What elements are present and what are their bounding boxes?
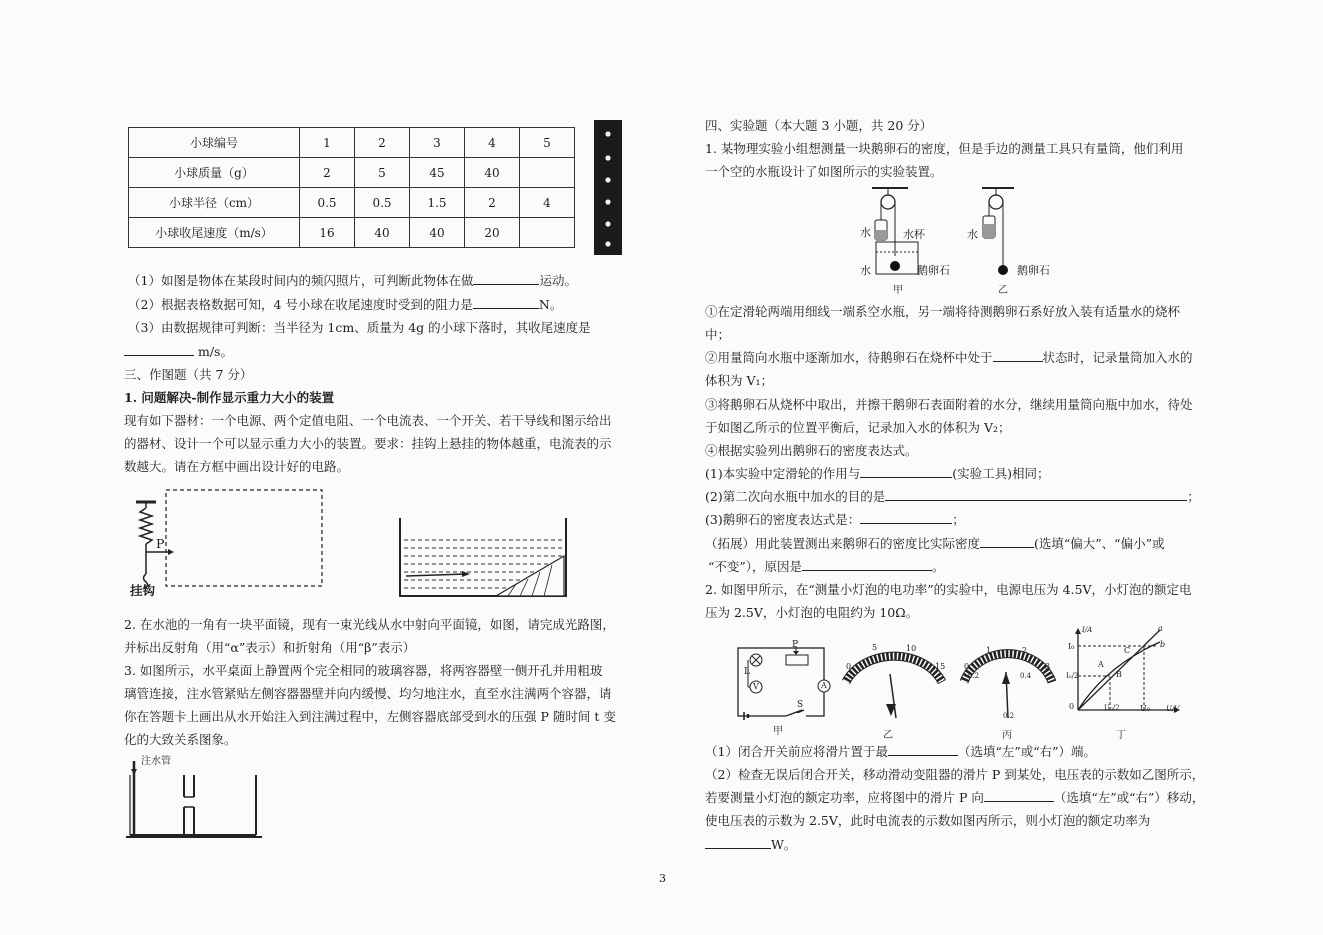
ammeter-label: A xyxy=(821,681,827,690)
dial-sub-tick: 0.2 xyxy=(968,672,980,680)
table-cell: 45 xyxy=(410,158,465,188)
u0-label: U₀ xyxy=(1140,704,1150,713)
question-q3-cont: m/s。 xyxy=(124,343,233,360)
answer-blank[interactable] xyxy=(802,558,932,571)
problem-3-line: 璃管连接，注水管紧贴左侧容器器壁并向内缓慢、均匀地注水，直至水注满两个容器，请 xyxy=(124,686,612,701)
origin-label: 0 xyxy=(1069,702,1075,711)
slider-p-label: P xyxy=(156,536,165,551)
voltmeter-label: V xyxy=(753,682,759,691)
dial-sub-tick: 0.2 xyxy=(1003,712,1015,720)
line-b-label: b xyxy=(1160,640,1166,649)
experiment-2-q1: （1）闭合开关前应将滑片置于最 （选填“左”或“右”）端。 xyxy=(705,744,1097,759)
figure-jia-label: 甲 xyxy=(893,285,903,296)
experiment-2-q2-cont: 使电压表的示数为 2.5V，此时电流表的示数如图丙所示，则小灯泡的额定功率为 xyxy=(705,813,1151,828)
dial-tick: 15 xyxy=(935,662,946,671)
answer-blank[interactable] xyxy=(980,535,1034,548)
figure-ding-label: 丁 xyxy=(1116,730,1126,741)
answer-blank[interactable] xyxy=(885,488,1187,501)
table-cell: 20 xyxy=(465,218,520,248)
table-cell: 2 xyxy=(300,158,355,188)
problem-3-line: 你在答题卡上画出从水开始注入到注满过程中，左侧容器底部受到水的压强 P 随时间 t 变 xyxy=(124,709,616,724)
experiment-2-q2-cont: W。 xyxy=(705,836,796,853)
two-containers-figure xyxy=(124,755,266,841)
voltmeter-dial-yi xyxy=(838,644,950,724)
dial-sub-tick: 0.4 xyxy=(1020,672,1032,680)
table-header-cell: 1 xyxy=(300,128,355,158)
point-a-label: A xyxy=(1098,660,1104,669)
problem-3-line: 3. 如图所示，水平桌面上静置两个完全相同的玻璃容器，将两容器壁一侧开孔并用粗玻 xyxy=(124,663,603,678)
table-row xyxy=(129,188,575,218)
water-label: 水 xyxy=(860,226,871,239)
step-3: ③将鹅卵石从烧杯中取出，并擦干鹅卵石表面附着的水分，继续用量筒向瓶中加水，待处 xyxy=(705,397,1193,412)
question-q3: （3）由数据规律可判断：当半径为 1cm、质量为 4g 的小球下落时，其收尾速度是 xyxy=(128,320,591,335)
stone-label: 鹅卵石 xyxy=(917,264,950,277)
i0-half-label: I₀/2 xyxy=(1066,672,1079,680)
answer-blank[interactable] xyxy=(705,836,771,849)
table-cell: 16 xyxy=(300,218,355,248)
experiment-1-line: 1. 某物理实验小组想测量一块鹅卵石的密度，但是手边的测量工具只有量筒，他们利用 xyxy=(705,141,1184,156)
experiment-1-line: 一个空的水瓶设计了如图所示的实验装置。 xyxy=(705,164,943,179)
u0-half-label: U₀/2 xyxy=(1104,704,1120,712)
point-b-label: B xyxy=(1116,670,1122,679)
cup-label: 水杯 xyxy=(903,228,925,241)
table-cell: 1.5 xyxy=(410,188,465,218)
answer-2: (2)第二次向水瓶中加水的目的是 ； xyxy=(705,489,1200,504)
table-header-cell: 2 xyxy=(355,128,410,158)
experiment-2-q2: （2）检查无误后闭合开关，移动滑动变阻器的滑片 P 到某处，电压表的示数如乙图所示， xyxy=(705,767,1205,782)
answer-blank[interactable] xyxy=(473,296,539,309)
i0-label: I₀ xyxy=(1068,642,1075,651)
step-4: ④根据实验列出鹅卵石的密度表达式。 xyxy=(705,443,918,458)
experiment-2-line: 2. 如图甲所示，在“测量小灯泡的电功率”的实验中，电源电压为 4.5V，小灯泡的额定电 xyxy=(705,582,1192,597)
dial-tick: 1 xyxy=(986,646,992,655)
circuit-diagram-jia xyxy=(734,640,830,720)
answer-blank[interactable] xyxy=(860,511,952,524)
problem-3-line: 化的大致关系图象。 xyxy=(124,732,237,747)
answer-blank[interactable] xyxy=(984,789,1054,802)
line-a-label: a xyxy=(1158,624,1163,633)
step-2: ②用量筒向水瓶中逐渐加水，待鹅卵石在烧杯中处于 状态时，记录量筒加入水的 xyxy=(705,350,1193,365)
dial-tick: 5 xyxy=(872,643,878,652)
ball-data-table xyxy=(128,127,575,248)
figure-jia-label: 甲 xyxy=(773,726,783,737)
table-cell: 0.5 xyxy=(300,188,355,218)
fill-pipe-label: 注水管 xyxy=(141,756,171,767)
extension-cont: “不变”），原因是 。 xyxy=(708,559,945,574)
table-cell: 5 xyxy=(355,158,410,188)
water-label: 水 xyxy=(860,264,871,277)
answer-1: (1)本实验中定滑轮的作用与 (实验工具)相同； xyxy=(705,466,1050,481)
table-header-cell: 小球编号 xyxy=(129,128,300,158)
dial-tick: 3 xyxy=(1045,662,1051,671)
experiment-2-q2-cont: 若要测量小灯泡的额定功率，应将图中的滑片 P 向 （选填“左”或“右”）移动， xyxy=(705,790,1205,805)
section-4-title: 四、实验题（本大题 3 小题，共 20 分） xyxy=(705,118,933,133)
step-1: ①在定滑轮两端用细线一端系空水瓶，另一端将待测鹅卵石系好放入装有适量水的烧杯 xyxy=(705,304,1181,319)
answer-blank[interactable] xyxy=(993,349,1043,362)
table-header-cell: 4 xyxy=(465,128,520,158)
table-cell: 2 xyxy=(465,188,520,218)
problem-2-line: 并标出反射角（用“α”表示）和折射角（用“β”表示） xyxy=(124,640,416,655)
switch-label: S xyxy=(797,700,804,710)
dial-tick: 0 xyxy=(964,662,970,671)
table-cell: 40 xyxy=(410,218,465,248)
step-3-cont: 于如图乙所示的位置平衡后，记录加入水的体积为 V₂； xyxy=(705,420,1011,435)
answer-blank[interactable] xyxy=(860,465,952,478)
answer-blank[interactable] xyxy=(124,343,194,356)
problem-1-line: 的器材、设计一个可以显示重力大小的装置。要求：挂钩上悬挂的物体越重，电流表的示 xyxy=(124,436,612,451)
answer-blank[interactable] xyxy=(473,272,539,285)
table-cell: 0.5 xyxy=(355,188,410,218)
answer-blank[interactable] xyxy=(888,743,958,756)
dial-tick: 0 xyxy=(846,662,852,671)
question-q2: （2）根据表格数据可知，4 号小球在收尾速度时受到的阻力是 N。 xyxy=(128,297,563,312)
question-q1: （1）如图是物体在某段时间内的频闪照片，可判断此物体在做 运动。 xyxy=(128,273,577,288)
y-axis-label: I/A xyxy=(1082,626,1093,634)
table-cell: 小球质量（g） xyxy=(129,158,300,188)
stone-label: 鹅卵石 xyxy=(1017,264,1050,277)
figure-yi-label: 乙 xyxy=(998,285,1008,296)
dial-tick: 10 xyxy=(906,644,917,653)
step-1-cont: 中； xyxy=(705,327,731,342)
problem-1-line: 数越大。请在方框中画出设计好的电路。 xyxy=(124,459,350,474)
table-cell: 40 xyxy=(355,218,410,248)
problem-1-title: 1. 问题解决-制作显示重力大小的装置 xyxy=(124,390,335,405)
answer-3: (3)鹅卵石的密度表达式是： ； xyxy=(705,512,965,527)
table-cell: 小球收尾速度（m/s） xyxy=(129,218,300,248)
water-label: 水 xyxy=(967,228,978,241)
strobe-photo-figure xyxy=(594,120,622,255)
table-row xyxy=(129,158,575,188)
point-c-label: C xyxy=(1124,646,1131,655)
table-cell xyxy=(520,158,575,188)
table-cell: 40 xyxy=(465,158,520,188)
table-row xyxy=(129,218,575,248)
table-cell: 小球半径（cm） xyxy=(129,188,300,218)
slider-label: P xyxy=(792,640,799,650)
table-cell: 4 xyxy=(520,188,575,218)
problem-2-line: 2. 在水池的一角有一块平面镜，现有一束光线从水中射向平面镜，如图，请完成光路图， xyxy=(124,617,615,632)
page-number: 3 xyxy=(659,872,666,885)
problem-1-line: 现有如下器材：一个电源、两个定值电阻、一个电流表、一个开关、若干导线和图示给出 xyxy=(124,413,612,428)
step-2-cont: 体积为 V₁； xyxy=(705,373,774,388)
table-header-cell: 3 xyxy=(410,128,465,158)
hook-label: 挂钩 xyxy=(130,583,156,598)
figure-bing-label: 丙 xyxy=(1002,730,1012,741)
experiment-2-line: 压为 2.5V，小灯泡的电阻约为 10Ω。 xyxy=(705,605,919,620)
dial-tick: 2 xyxy=(1022,646,1028,655)
lamp-label: L xyxy=(744,667,750,677)
extension: （拓展）用此装置测出来鹅卵石的密度比实际密度 (选填“偏大”、“偏小”或 xyxy=(705,536,1165,551)
pool-mirror-figure xyxy=(398,516,570,600)
table-header-cell: 5 xyxy=(520,128,575,158)
x-axis-label: U/V xyxy=(1166,705,1180,713)
section-3-title: 三、作图题（共 7 分） xyxy=(124,367,253,382)
table-row xyxy=(129,128,575,158)
figure-yi-label: 乙 xyxy=(883,730,893,741)
table-cell xyxy=(520,218,575,248)
